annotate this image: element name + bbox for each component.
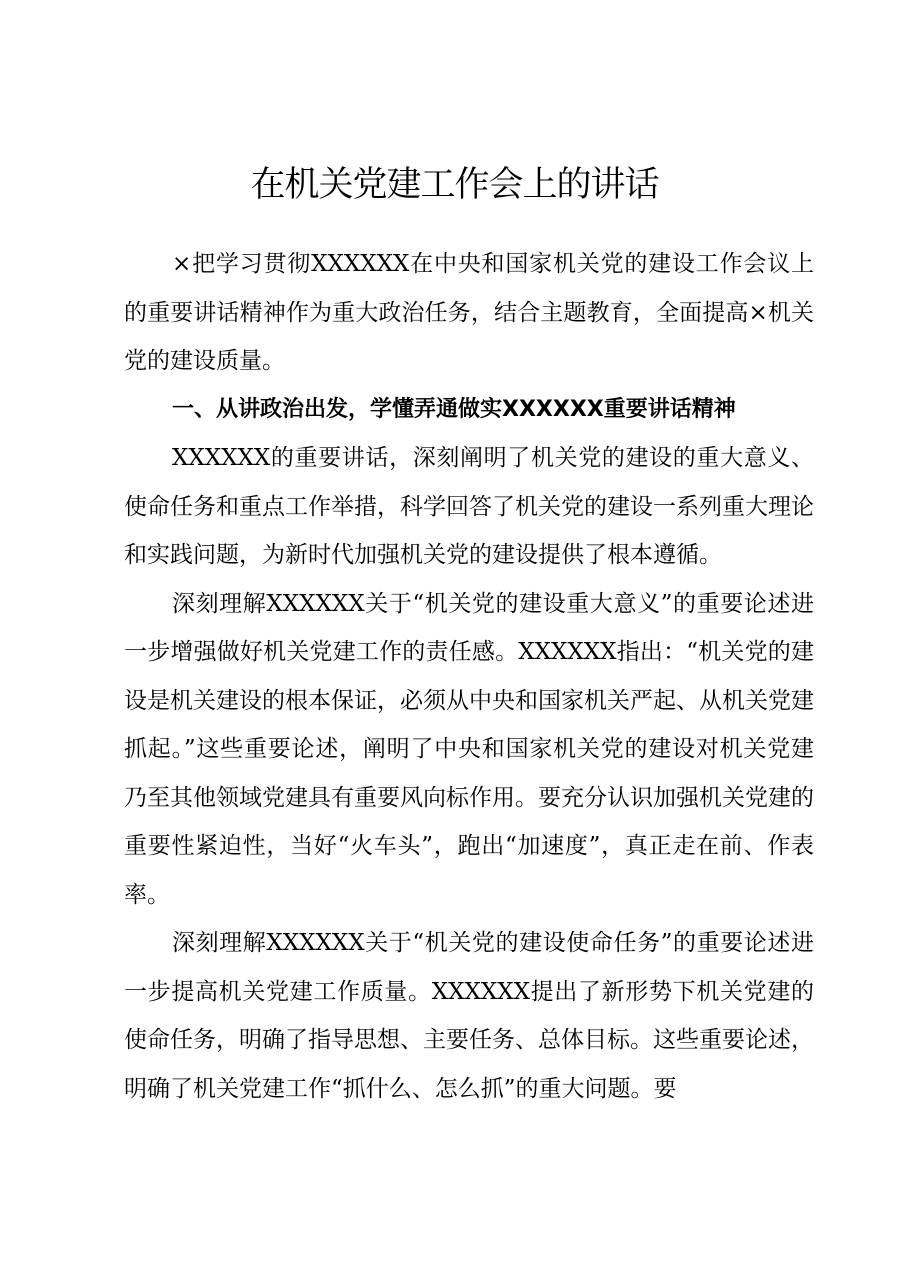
intro-paragraph: ×把学习贯彻XXXXXX在中央和国家机关党的建设工作会议上的重要讲话精神作为重大政治任务，结合主题教育，全面提高×机关党的建设质量。 (124, 251, 814, 374)
document-title: 在机关党建工作会上的讲话 (250, 165, 659, 205)
body-paragraph: 深刻理解XXXXXX关于“机关党的建设重大意义”的重要论述进一步增强做好机关党建工作的责任感。XXXXXX指出：“机关党的建设是机关建设的根本保证，必须从中央和国家机关严起、从机关党建抓起。”这些重要论述，阐明了中央和国家机关党的建设对机关党建乃至其他领域党建具有重要风向标作用。要充分认识加强机关党建的重要性紧迫性，当好“火车头”，跑出“加速度”，真正走在前、作表率。 (124, 590, 814, 908)
body-paragraph: XXXXXX的重要讲话，深刻阐明了机关党的建设的重大意义、使命任务和重点工作举措，科学回答了机关党的建设一系列重大理论和实践问题，为新时代加强机关党的建设提供了根本遵循。 (124, 445, 814, 568)
section-heading: 一、从讲政治出发，学懂弄通做实XXXXXX重要讲话精神 (172, 396, 736, 422)
body-paragraph: 深刻理解XXXXXX关于“机关党的建设使命任务”的重要论述进一步提高机关党建工作质量。XXXXXX提出了新形势下机关党建的使命任务，明确了指导思想、主要任务、总体目标。这些重要论述，明确了机关党建工作“抓什么、怎么抓”的重大问题。要 (124, 930, 814, 1102)
document-body (124, 240, 814, 1113)
